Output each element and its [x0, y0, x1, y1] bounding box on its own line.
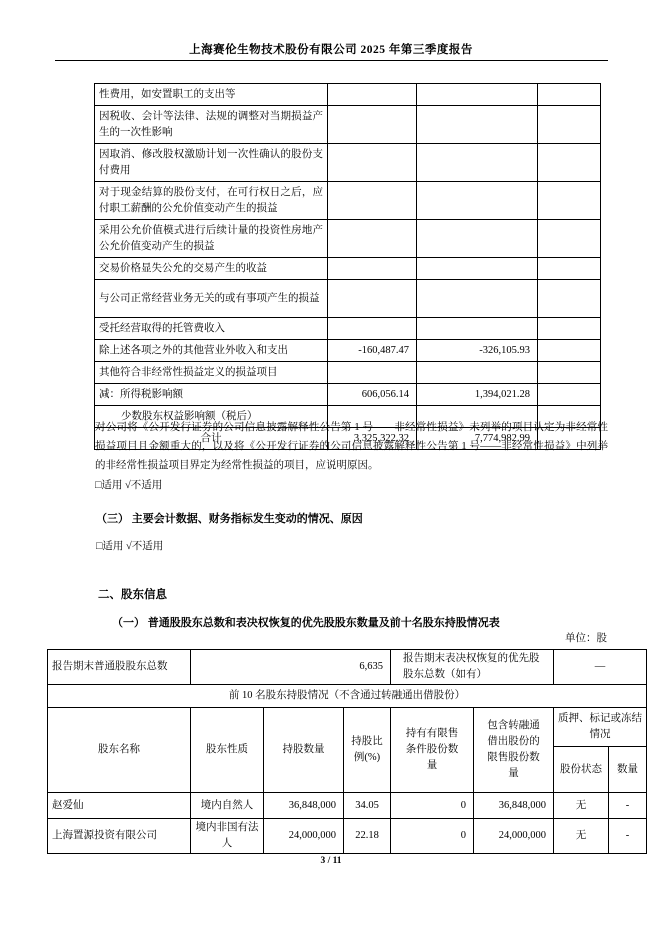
col-header-nature: 股东性质 — [191, 708, 264, 793]
shareholder-summary-row — [48, 650, 647, 685]
item-value-2: 1,394,021.28 — [417, 384, 538, 406]
col-header-ratio: 持股比例(%) — [344, 708, 391, 793]
noncurrent-item-row — [95, 182, 601, 220]
section-3-heading: （三） 主要会计数据、财务指标发生变动的情况、原因 — [96, 513, 363, 525]
shares-held: 36,848,000 — [264, 793, 344, 819]
item-note-cell — [538, 340, 601, 362]
item-value-2 — [417, 220, 538, 258]
col-header-refinancing: 包含转融通借出股份的限售股份数量 — [474, 708, 554, 793]
item-value-2 — [417, 84, 538, 106]
restricted-shares: 0 — [391, 819, 474, 854]
share-status: 无 — [554, 793, 609, 819]
common-shareholders-label: 报告期末普通股股东总数 — [48, 650, 191, 685]
noncurrent-item-row — [95, 144, 601, 182]
item-value-1: -160,487.47 — [328, 340, 417, 362]
header-divider — [55, 60, 608, 61]
top10-header-row-1 — [48, 708, 647, 747]
noncurrent-item-row — [95, 258, 601, 280]
refinancing-restricted-shares: 24,000,000 — [474, 819, 554, 854]
shareholding-ratio: 22.18 — [344, 819, 391, 854]
pledge-amount: - — [609, 819, 647, 854]
col-header-pledge-amount: 数量 — [609, 747, 647, 793]
item-note-cell — [538, 318, 601, 340]
shares-held: 24,000,000 — [264, 819, 344, 854]
col-header-share-status: 股份状态 — [554, 747, 609, 793]
item-value-2 — [417, 182, 538, 220]
shareholder-nature: 境内非国有法人 — [191, 819, 264, 854]
item-value-2 — [417, 258, 538, 280]
shareholding-ratio: 34.05 — [344, 793, 391, 819]
item-label: 减：所得税影响额 — [95, 384, 328, 406]
item-note-cell — [538, 84, 601, 106]
section-3-applicability: □适用 √不适用 — [96, 541, 164, 552]
item-value-1 — [328, 362, 417, 384]
noncurrent-note-applicability: □适用 √不适用 — [95, 480, 163, 491]
item-value-1 — [328, 220, 417, 258]
pledge-amount: - — [609, 793, 647, 819]
item-value-2 — [417, 106, 538, 144]
item-label: 性费用，如安置职工的支出等 — [95, 84, 328, 106]
item-value-2: 7,774,982.99 — [417, 428, 538, 450]
item-note-cell — [538, 258, 601, 280]
item-note-cell — [538, 106, 601, 144]
item-label: 少数股东权益影响额（税后） — [95, 406, 328, 428]
noncurrent-item-row — [95, 84, 601, 106]
preferred-shareholders-label: 报告期末表决权恢复的优先股股东总数（如有） — [391, 650, 554, 685]
item-value-1 — [328, 106, 417, 144]
top10-caption-row — [48, 685, 647, 708]
item-note-cell — [538, 384, 601, 406]
noncurrent-item-row — [95, 280, 601, 318]
item-value-2 — [417, 144, 538, 182]
item-note-cell — [538, 182, 601, 220]
noncurrent-item-row — [95, 318, 601, 340]
item-value-2 — [417, 362, 538, 384]
col-header-restricted: 持有有限售条件股份数量 — [391, 708, 474, 793]
page-number: 3 / 11 — [320, 856, 342, 866]
preferred-shareholders-value: — — [554, 650, 647, 685]
item-label: 因税收、会计等法律、法规的调整对当期损益产生的一次性影响 — [95, 106, 328, 144]
item-label: 除上述各项之外的其他营业外收入和支出 — [95, 340, 328, 362]
noncurrent-note — [95, 418, 608, 495]
item-value-2 — [417, 318, 538, 340]
item-value-1: 606,056.14 — [328, 384, 417, 406]
item-value-1 — [328, 280, 417, 318]
shareholder-row — [48, 793, 647, 819]
shareholder-name: 赵爱仙 — [48, 793, 191, 819]
item-note-cell — [538, 220, 601, 258]
item-label: 其他符合非经常性损益定义的损益项目 — [95, 362, 328, 384]
item-note-cell — [538, 280, 601, 318]
shareholders-table — [47, 649, 647, 854]
item-label: 采用公允价值模式进行后续计量的投资性房地产公允价值变动产生的损益 — [95, 220, 328, 258]
noncurrent-item-row — [95, 106, 601, 144]
item-value-2 — [417, 280, 538, 318]
item-value-2: -326,105.93 — [417, 340, 538, 362]
common-shareholders-value: 6,635 — [191, 650, 391, 685]
refinancing-restricted-shares: 36,848,000 — [474, 793, 554, 819]
noncurrent-item-row — [95, 220, 601, 258]
shareholder-row — [48, 819, 647, 854]
col-header-name: 股东名称 — [48, 708, 191, 793]
shareholder-nature: 境内自然人 — [191, 793, 264, 819]
subsection-1-title: （一） 普通股股东总数和表决权恢复的优先股股东数量及前十名股东持股情况表 — [112, 617, 500, 629]
item-value-1: 3,325,322.32 — [328, 428, 417, 450]
noncurrent-items-table-body — [95, 84, 601, 450]
item-note-cell — [538, 144, 601, 182]
item-note-cell — [538, 362, 601, 384]
noncurrent-items-table — [94, 83, 601, 450]
item-label: 因取消、修改股权激励计划一次性确认的股份支付费用 — [95, 144, 328, 182]
item-label: 受托经营取得的托管费收入 — [95, 318, 328, 340]
unit-label: 单位：股 — [565, 633, 607, 644]
restricted-shares: 0 — [391, 793, 474, 819]
noncurrent-item-row — [95, 340, 601, 362]
noncurrent-item-row — [95, 362, 601, 384]
page-title: 上海赛伦生物技术股份有限公司 2025 年第三季度报告 — [189, 44, 473, 56]
item-value-1 — [328, 258, 417, 280]
item-label: 对于现金结算的股份支付，在可行权日之后，应付职工薪酬的公允价值变动产生的损益 — [95, 182, 328, 220]
col-header-pledge-group: 质押、标记或冻结情况 — [554, 708, 647, 747]
item-label: 与公司正常经营业务无关的或有事项产生的损益 — [95, 280, 328, 318]
col-header-qty: 持股数量 — [264, 708, 344, 793]
top10-caption: 前 10 名股东持股情况（不含通过转融通出借股份） — [48, 685, 647, 708]
section-2-title: 二、股东信息 — [98, 589, 167, 601]
shareholder-name: 上海置源投资有限公司 — [48, 819, 191, 854]
item-value-1 — [328, 318, 417, 340]
share-status: 无 — [554, 819, 609, 854]
item-label: 交易价格显失公允的交易产生的收益 — [95, 258, 328, 280]
item-label: 合计 — [95, 428, 328, 450]
item-value-1 — [328, 182, 417, 220]
item-value-1 — [328, 84, 417, 106]
noncurrent-item-row — [95, 384, 601, 406]
item-value-1 — [328, 144, 417, 182]
noncurrent-note-text: 对公司将《公开发行证券的公司信息披露解释性公告第 1 号——非经常性损益》未列举的项目认定为非经常性损益项目且金额重大的，以及将《公开发行证券的公司信息披露解释性公告第 1 号——非经常性损益》中列举的非经常性损益项目界定为经常性损益的项目，应说明原因。 — [95, 422, 608, 471]
